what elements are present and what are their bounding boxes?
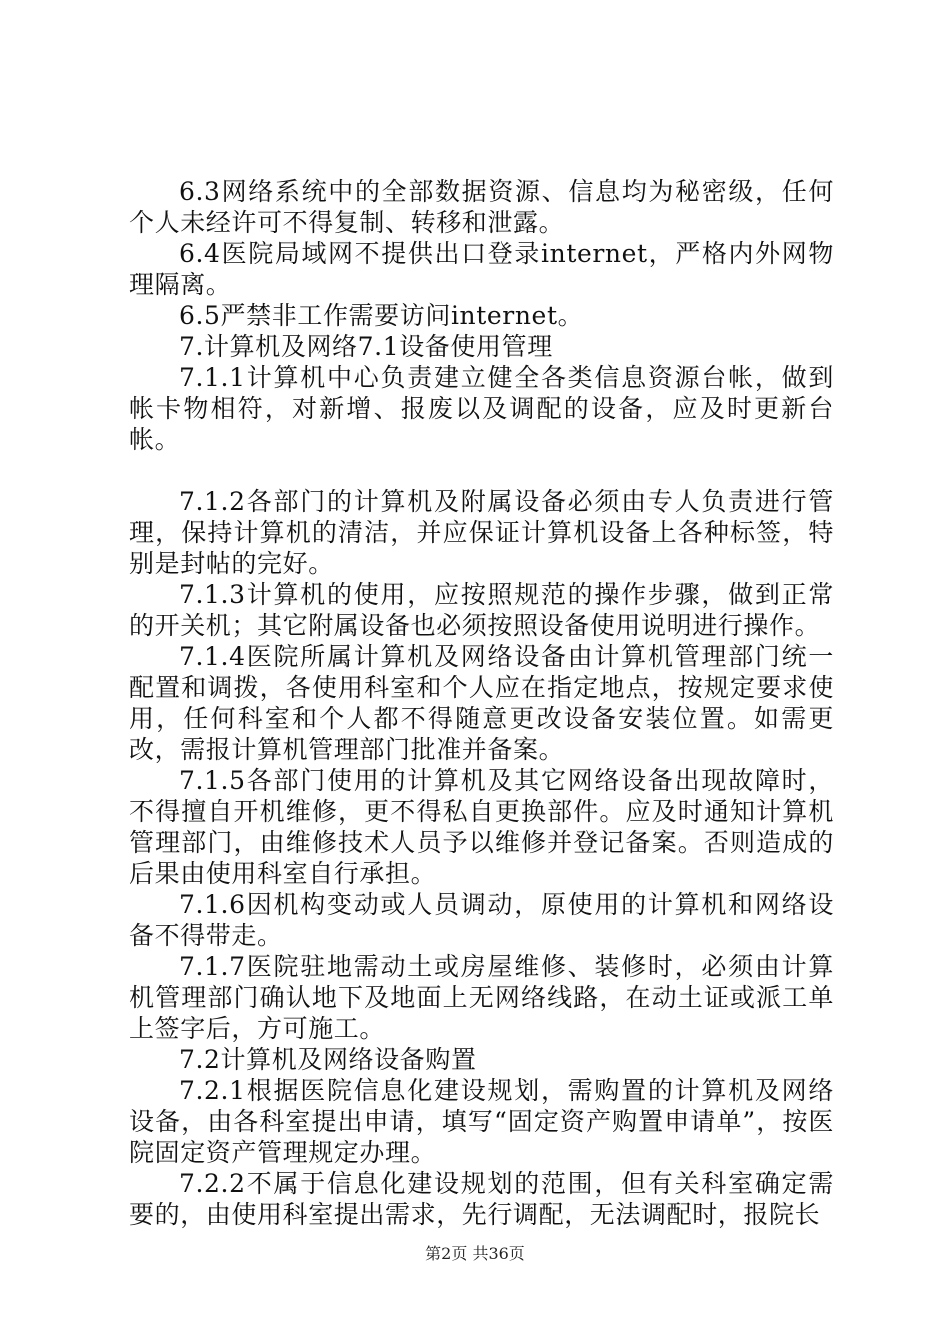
paragraph-7-1-4: 7.1.4医院所属计算机及网络设备由计算机管理部门统一配置和调拨，各使用科室和个人应在指定地点，按规定要求使用，任何科室和个人都不得随意更改设备安装位置。如需更改，需报计算机管理部门批准并备案。 (129, 642, 834, 764)
paragraph-7-2-2: 7.2.2不属于信息化建设规划的范围，但有关科室确定需要的，由使用科室提出需求，先行调配，无法调配时，报院长 (129, 1169, 834, 1229)
paragraph-7-1-2: 7.1.2各部门的计算机及附属设备必须由专人负责进行管理，保持计算机的清洁，并应保证计算机设备上各种标签，特别是封帖的完好。 (129, 487, 834, 578)
paragraph-7-1-1: 7.1.1计算机中心负责建立健全各类信息资源台帐，做到帐卡物相符，对新增、报废以及调配的设备，应及时更新台帐。 (129, 363, 834, 454)
paragraph-7-2-1: 7.2.1根据医院信息化建设规划，需购置的计算机及网络设备，由各科室提出申请，填写“固定资产购置申请单”，按医院固定资产管理规定办理。 (129, 1076, 834, 1167)
paragraph-6-3: 6.3网络系统中的全部数据资源、信息均为秘密级，任何个人未经许可不得复制、转移和泄露。 (129, 177, 834, 237)
paragraph-7-1-3: 7.1.3计算机的使用，应按照规范的操作步骤，做到正常的开关机；其它附属设备也必须按照设备使用说明进行操作。 (129, 580, 834, 640)
paragraph-7-1-6: 7.1.6因机构变动或人员调动，原使用的计算机和网络设备不得带走。 (129, 890, 834, 950)
section-heading-7-2: 7.2计算机及网络设备购置 (179, 1045, 477, 1074)
paragraph-7-1-7: 7.1.7医院驻地需动土或房屋维修、装修时，必须由计算机管理部门确认地下及地面上无网络线路，在动土证或派工单上签字后，方可施工。 (129, 952, 834, 1043)
paragraph-6-4: 6.4医院局域网不提供出口登录internet，严格内外网物理隔离。 (129, 239, 834, 299)
document-body (129, 176, 834, 1230)
section-heading-7-1: 7.计算机及网络7.1设备使用管理 (179, 332, 553, 361)
paragraph-6-5: 6.5严禁非工作需要访问internet。 (179, 301, 584, 330)
page-footer: 第2页 共36页 (425, 1244, 525, 1263)
paragraph-7-1-5: 7.1.5各部门使用的计算机及其它网络设备出现故障时，不得擅自开机维修，更不得私自更换部件。应及时通知计算机管理部门，由维修技术人员予以维修并登记备案。否则造成的后果由使用科室自行承担。 (129, 766, 834, 888)
